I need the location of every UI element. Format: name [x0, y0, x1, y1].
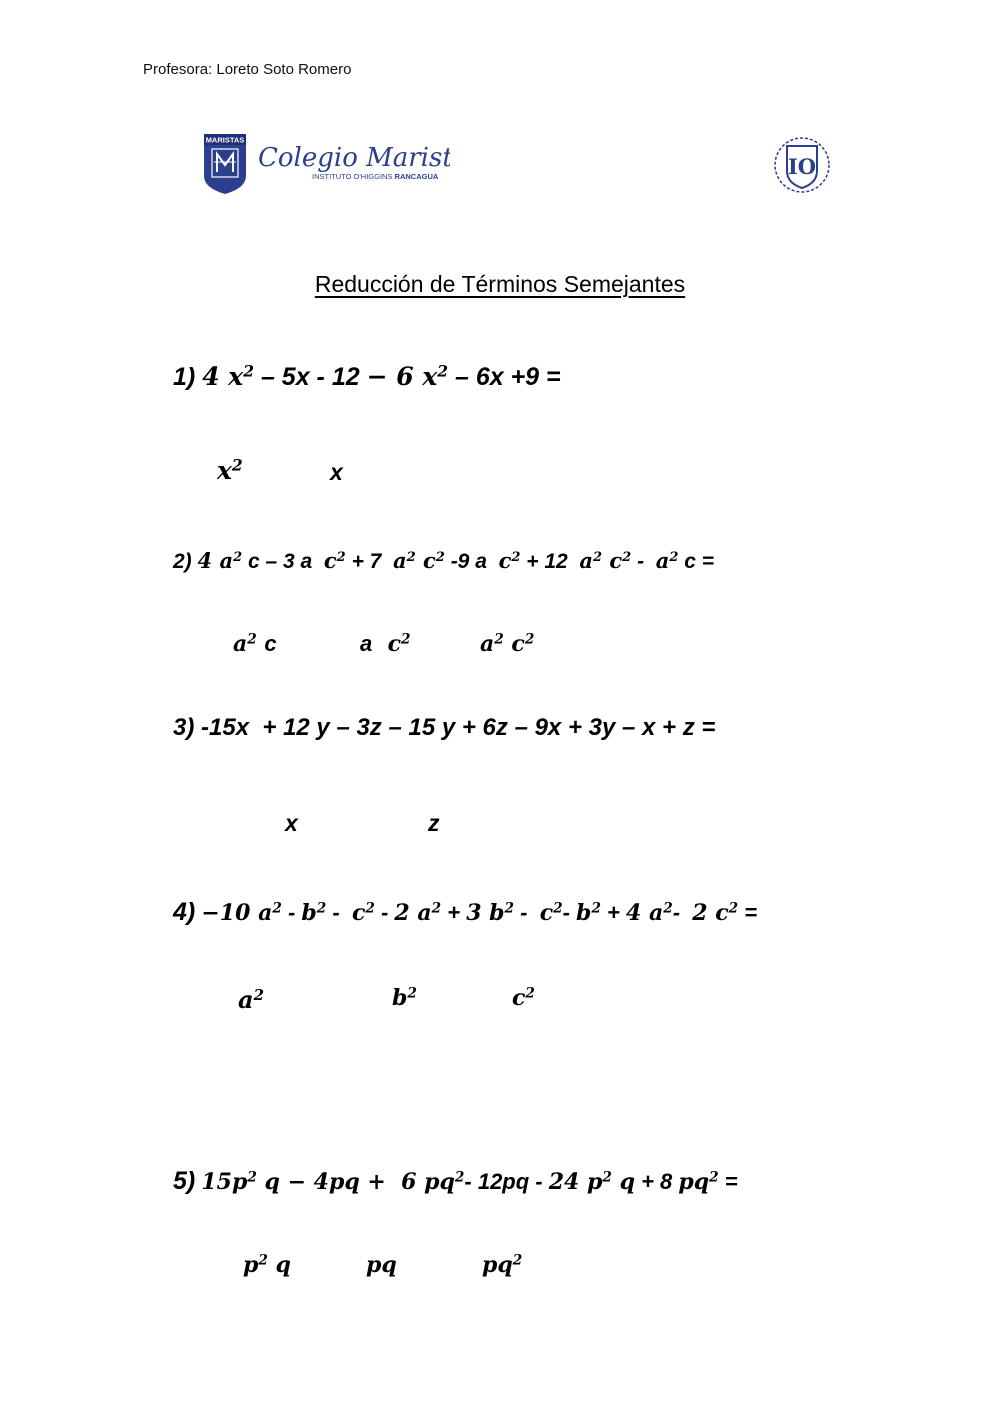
term-label: $c^2$ [512, 985, 535, 1011]
term-label: x [330, 459, 343, 485]
term-label: $a^2$ [238, 985, 264, 1014]
exercise-1: 1) 4 $x^2 - 5x - 12 - 6$ $x^2 - 6x +9$ = [173, 361, 561, 391]
term-label: $a^2$ $c^2$ [480, 631, 535, 657]
logo-badge-text: MARISTAS [205, 135, 245, 145]
exercise-number: 4) [173, 898, 196, 926]
exercise-4: 4) −10 $a^2 - b^2 - c^2 - 2$ $a^2 + 3$ $b^2 - c^2-$ $b^2 + 4$ $a^2-$ 2 $c^2$ = [173, 898, 758, 926]
exercise-3: 3) -15x + 12 y – 3z – 15 y + 6z – 9x + 3y – x + z = [173, 714, 716, 741]
teacher-name: Profesora: Loreto Soto Romero [143, 61, 352, 78]
term-label: $pq^2$ [482, 1252, 523, 1278]
institute-crest-logo [770, 133, 834, 197]
logo-subtitle: INSTITUTO O'HIGGINS RANCAGUA [312, 172, 439, 181]
data-anchors [0, 0, 1, 1]
exercise-number: 5) [173, 1167, 196, 1195]
logo-script-name: Colegio Marista [258, 143, 450, 173]
term-label: $a^2$ c [233, 631, 277, 657]
exercise-number: 2) [173, 550, 192, 573]
crest-monogram: IO [787, 154, 817, 179]
exercise-5: 5) $15p^2$ q − 4pq + 6 $pq^2-$ 12pq - 24 $p^2$ q + 8 $pq^2$ = [173, 1167, 738, 1195]
term-label: $x^2$ [217, 455, 243, 485]
page-title: Reducción de Términos Semejantes [314, 271, 686, 297]
term-label: pq [366, 1252, 397, 1278]
term-label: a $c^2$ [360, 631, 411, 657]
term-label: $b^2$ [392, 985, 417, 1011]
term-label: z [428, 810, 440, 836]
term-label: x [285, 810, 298, 836]
exercise-2: 2) 4 $a^2$ c – 3 a $c^2 + 7$ $a^2$ $c^2$ -9 a $c^2 + 12$ $a^2$ $c^2 - a^2$ c = [173, 548, 715, 573]
term-label: $p^2$ q [243, 1252, 291, 1278]
colegio-marista-logo [200, 132, 450, 196]
exercise-number: 1) [173, 363, 196, 391]
exercise-number: 3) [173, 714, 195, 741]
